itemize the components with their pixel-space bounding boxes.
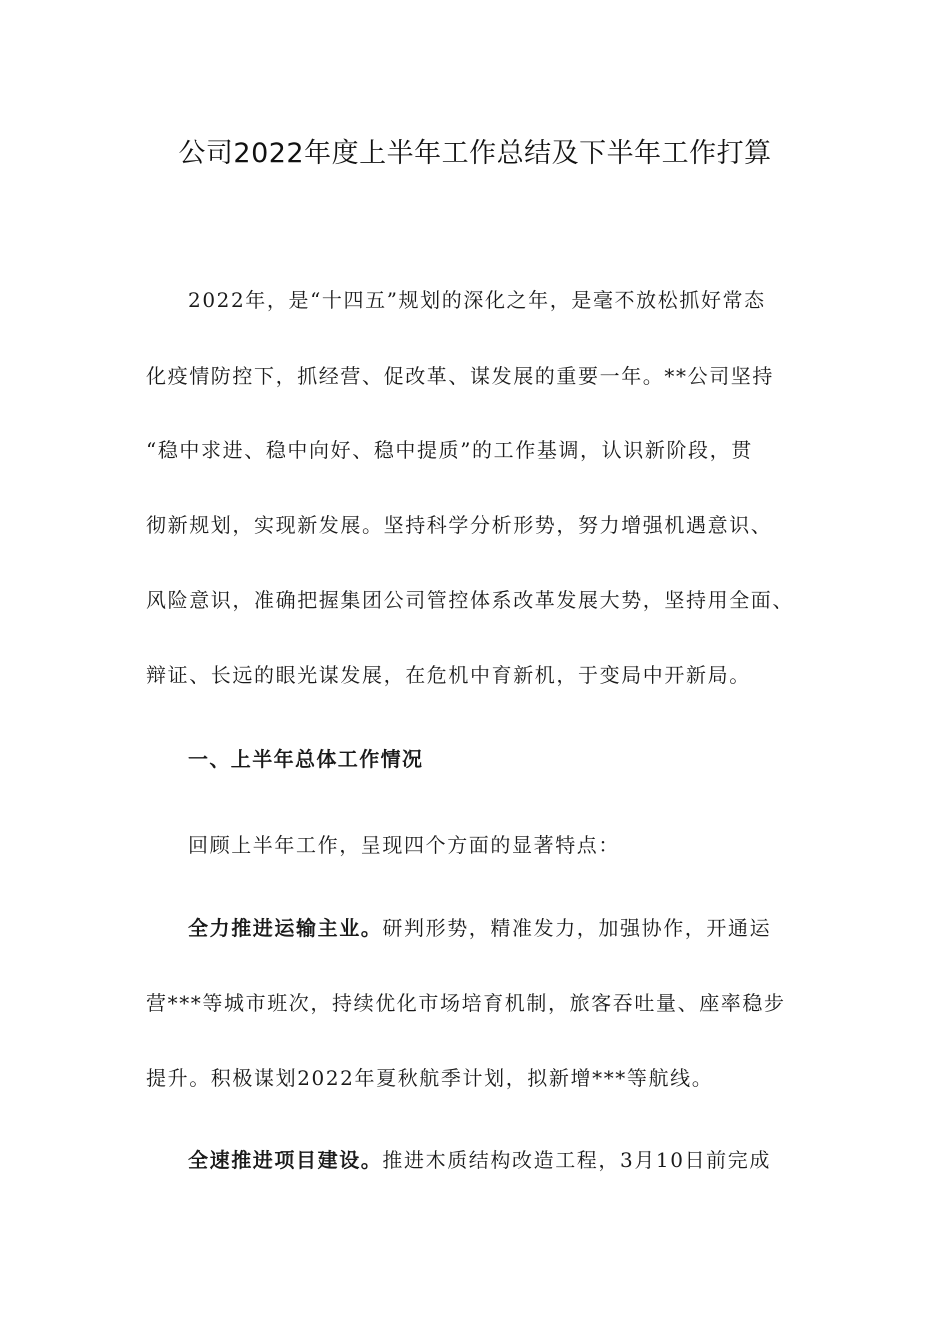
item1-line-3: 提升。积极谋划2022年夏秋航季计划，拟新增***等航线。: [146, 1066, 714, 1090]
item1-line-2: 营***等城市班次，持续优化市场培育机制，旅客吞吐量、座率稳步: [146, 991, 786, 1015]
intro-line-3: “稳中求进、稳中向好、稳中提质”的工作基调，认识新阶段，贯: [146, 438, 753, 462]
item2-line-1-rest: 推进木质结构改造工程，3月10日前完成: [382, 1148, 771, 1172]
section-heading: 一、上半年总体工作情况: [188, 747, 424, 771]
item2-line-1: [188, 1144, 848, 1176]
intro-line-1: 2022年，是“十四五”规划的深化之年，是毫不放松抓好常态: [188, 288, 766, 312]
intro-line-2: 化疫情防控下，抓经营、促改革、谋发展的重要一年。**公司坚持: [146, 364, 774, 388]
section-intro: 回顾上半年工作，呈现四个方面的显著特点：: [188, 833, 620, 857]
intro-line-5: 风险意识，准确把握集团公司管控体系改革发展大势，坚持用全面、: [146, 588, 794, 612]
item1-lead: 全力推进运输主业。: [188, 916, 383, 940]
item1-line-1-rest: 研判形势，精准发力，加强协作，开通运: [382, 916, 772, 940]
item2-lead: 全速推进项目建设。: [188, 1148, 383, 1172]
document-title: 公司2022年度上半年工作总结及下半年工作打算: [178, 138, 772, 169]
item1-line-1: [188, 912, 848, 944]
intro-line-4: 彻新规划，实现新发展。坚持科学分析形势，努力增强机遇意识、: [146, 513, 773, 537]
intro-line-6: 辩证、长远的眼光谋发展，在危机中育新机，于变局中开新局。: [146, 663, 751, 687]
